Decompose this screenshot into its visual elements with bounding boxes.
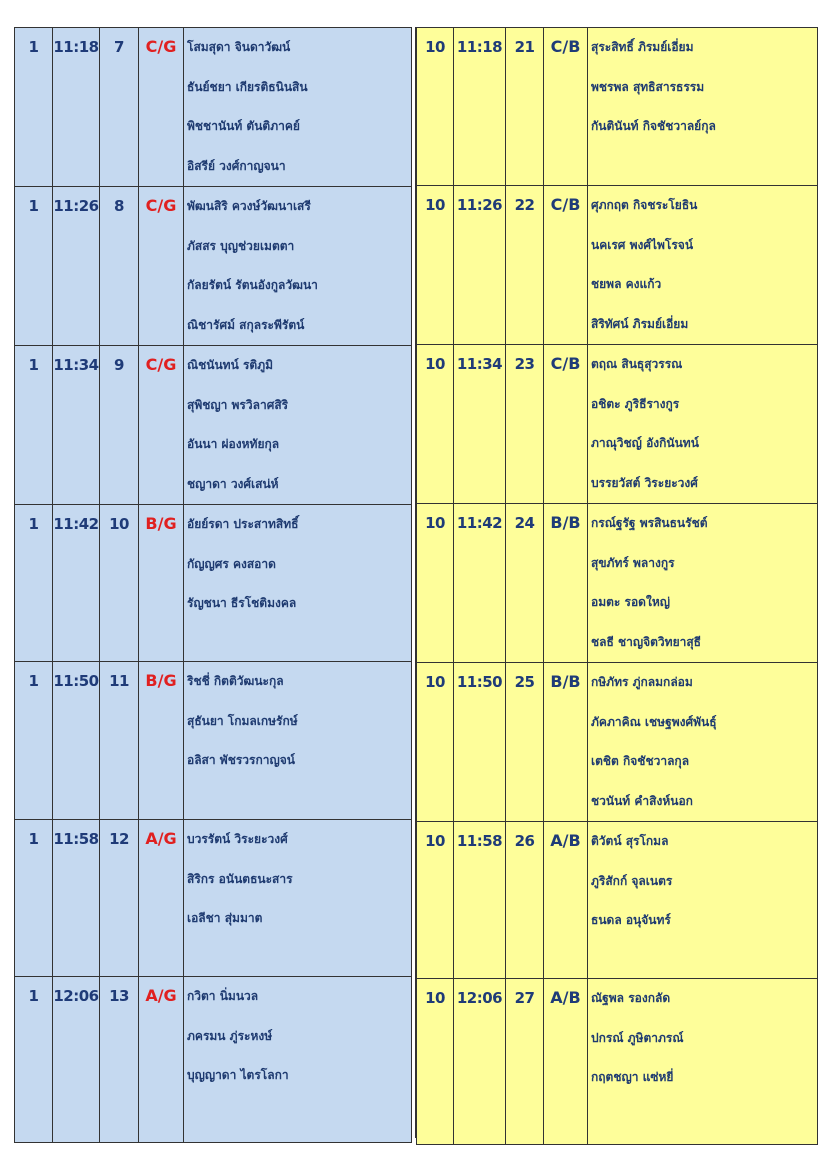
- start-time: 11:34: [53, 346, 100, 505]
- lane-number: 1: [15, 346, 53, 505]
- start-time: 11:26: [454, 186, 506, 345]
- athlete-name: พัฒนสิริ ควงษ์วัฒนาเสรี: [187, 199, 311, 213]
- athlete-name: บรรยวัสต์ วิระยะวงศ์: [591, 475, 698, 490]
- athlete-name: ปกรณ์ ภูษิตาภรณ์: [591, 1030, 684, 1045]
- athlete-name: บวรรัตน์ วิระยะวงศ์: [187, 832, 288, 846]
- start-time: 11:58: [454, 822, 506, 979]
- athlete-name: ชยพล คงแก้ว: [591, 277, 662, 291]
- athlete-name: กัญญศร คงสอาด: [187, 556, 276, 571]
- athlete-name: ริชชี่ กิตติวัฒนะกุล: [187, 674, 284, 688]
- athlete-name: พิชชานันท์ ตันติภาคย์: [187, 119, 300, 133]
- race-number: 26: [506, 822, 544, 979]
- athlete-name: สิริทัศน์ ภิรมย์เอี่ยม: [591, 316, 689, 331]
- lane-number: 10: [417, 186, 454, 345]
- lane-number: 10: [417, 979, 454, 1145]
- lane-number: 1: [15, 977, 53, 1143]
- athlete-name: กษิภัทร ภู่กลมกล่อม: [591, 675, 693, 689]
- race-number: 13: [100, 977, 139, 1143]
- girls-schedule-table: [14, 27, 412, 1143]
- race-number: 24: [506, 504, 544, 663]
- athlete-name: ณิชารัศม์ สกุลระพีรัตน์: [187, 317, 305, 332]
- athlete-name: ภัสสร บุญช่วยเมตตา: [187, 238, 295, 253]
- athlete-name: สุขภัทร์ พลางกูร: [591, 555, 675, 570]
- start-time: 11:42: [454, 504, 506, 663]
- boys-schedule-row: [417, 28, 818, 186]
- athlete-name: ธันย์ชยา เกียรติธนินสิน: [187, 79, 308, 94]
- athlete-name: ณิชนันทน์ รติภูมิ: [187, 358, 274, 372]
- boys-schedule-table: [416, 27, 818, 1145]
- athlete-name: ติวัตน์ สุรโกมล: [591, 834, 669, 848]
- start-time: 11:50: [53, 662, 100, 820]
- race-number: 21: [506, 28, 544, 186]
- race-number: 11: [100, 662, 139, 820]
- athlete-name: อชิตะ ภูริธีรางกูร: [591, 396, 680, 411]
- athlete-name: เอลีชา สุ่มมาต: [187, 911, 263, 925]
- lane-number: 10: [417, 822, 454, 979]
- athlete-name: รัญชนา ธีรโชติมงคล: [187, 596, 297, 610]
- class-code: B/G: [139, 662, 184, 820]
- race-number: 7: [100, 28, 139, 187]
- girls-schedule-row: [15, 187, 412, 346]
- athlete-name: ตฤณ สินธุสุวรรณ: [591, 357, 683, 371]
- class-code: A/B: [544, 822, 588, 979]
- athlete-names: [184, 820, 412, 977]
- start-time: 11:18: [53, 28, 100, 187]
- start-time: 11:58: [53, 820, 100, 977]
- class-code: B/G: [139, 505, 184, 662]
- lane-number: 10: [417, 504, 454, 663]
- athlete-names: [588, 186, 818, 345]
- athlete-name: โสมสุดา จินดาวัฒน์: [187, 40, 291, 54]
- start-time: 11:18: [454, 28, 506, 186]
- athlete-names: [588, 822, 818, 979]
- athlete-name: เตชิต กิจชัชวาลกุล: [591, 754, 690, 768]
- athlete-names: [184, 977, 412, 1143]
- athlete-names: [184, 505, 412, 662]
- class-code: C/G: [139, 346, 184, 505]
- start-time: 11:42: [53, 505, 100, 662]
- boys-schedule-row: [417, 186, 818, 345]
- athlete-name: กรณ์ฐรัฐ พรสินธนรัชต์: [591, 516, 708, 530]
- boys-schedule-row: [417, 663, 818, 822]
- race-number: 22: [506, 186, 544, 345]
- athlete-name: สุระสิทธิ์ ภิรมย์เอี่ยม: [591, 40, 694, 54]
- race-number: 8: [100, 187, 139, 346]
- class-code: C/G: [139, 187, 184, 346]
- athlete-name: ภาณุวิชญ์ อังกินันทน์: [591, 436, 699, 450]
- athlete-name: ชญาดา วงศ์เสน่ห์: [187, 476, 279, 491]
- lane-number: 1: [15, 820, 53, 977]
- athlete-name: อลิสา พัชรวรกาญจน์: [187, 753, 295, 767]
- athlete-name: ชวนันท์ คำสิงห์นอก: [591, 793, 693, 808]
- class-code: C/G: [139, 28, 184, 187]
- athlete-name: อมตะ รอดใหญ่: [591, 595, 670, 609]
- lane-number: 1: [15, 187, 53, 346]
- start-time: 11:26: [53, 187, 100, 346]
- athlete-names: [588, 345, 818, 504]
- start-time: 12:06: [454, 979, 506, 1145]
- athlete-name: บุญญาดา ไตรโลกา: [187, 1068, 289, 1082]
- athlete-name: กวิตา นิ่มนวล: [187, 989, 259, 1003]
- lane-number: 1: [15, 662, 53, 820]
- athlete-names: [588, 504, 818, 663]
- lane-number: 1: [15, 28, 53, 187]
- athlete-name: ภูริสักก์ จุลเนตร: [591, 873, 673, 888]
- girls-schedule-row: [15, 505, 412, 662]
- athlete-names: [588, 663, 818, 822]
- athlete-names: [184, 28, 412, 187]
- athlete-names: [184, 662, 412, 820]
- girls-schedule-row: [15, 346, 412, 505]
- start-time: 12:06: [53, 977, 100, 1143]
- class-code: A/B: [544, 979, 588, 1145]
- start-time: 11:34: [454, 345, 506, 504]
- class-code: B/B: [544, 663, 588, 822]
- athlete-name: พชรพล สุทธิสารธรรม: [591, 79, 705, 94]
- girls-schedule-row: [15, 28, 412, 187]
- athlete-names: [588, 979, 818, 1145]
- boys-schedule-row: [417, 979, 818, 1145]
- athlete-names: [184, 187, 412, 346]
- athlete-name: กันตินันท์ กิจชัชวาลย์กุล: [591, 119, 716, 133]
- race-number: 12: [100, 820, 139, 977]
- girls-schedule-row: [15, 662, 412, 820]
- race-number: 23: [506, 345, 544, 504]
- race-number: 9: [100, 346, 139, 505]
- athlete-names: [184, 346, 412, 505]
- athlete-name: สุพิชญา พรวิลาศสิริ: [187, 397, 289, 412]
- race-number: 27: [506, 979, 544, 1145]
- class-code: A/G: [139, 977, 184, 1143]
- girls-schedule-row: [15, 977, 412, 1143]
- athlete-name: สิริกร อนันตธนะสาร: [187, 871, 293, 886]
- lane-number: 10: [417, 345, 454, 504]
- class-code: B/B: [544, 504, 588, 663]
- athlete-name: ศุภกฤต กิจชระโยธิน: [591, 198, 698, 212]
- girls-schedule-row: [15, 820, 412, 977]
- athlete-name: นคเรศ พงศ์ไพโรจน์: [591, 237, 694, 252]
- athlete-name: ณัฐพล รองกลัด: [591, 991, 671, 1005]
- athlete-name: ภครมน ภู่ระหงษ์: [187, 1028, 273, 1043]
- boys-schedule-row: [417, 822, 818, 979]
- athlete-name: ชลธี ชาญจิตวิทยาสุธี: [591, 634, 701, 649]
- athlete-name: กฤตชญา แซ่หยี่: [591, 1070, 674, 1084]
- schedule-sheet: [14, 27, 817, 1138]
- athlete-name: ภัคภาคิณ เชษฐพงศ์พันธุ์: [591, 714, 717, 729]
- class-code: C/B: [544, 345, 588, 504]
- boys-schedule-row: [417, 345, 818, 504]
- athlete-name: อันนา ผ่องหทัยกุล: [187, 437, 280, 451]
- boys-schedule-row: [417, 504, 818, 663]
- athlete-names: [588, 28, 818, 186]
- class-code: A/G: [139, 820, 184, 977]
- athlete-name: กัลยรัตน์ รัตนอังกูลวัฒนา: [187, 278, 318, 292]
- class-code: C/B: [544, 28, 588, 186]
- lane-number: 10: [417, 663, 454, 822]
- race-number: 10: [100, 505, 139, 662]
- athlete-name: อัยย์รดา ประสาทสิทธิ์: [187, 517, 299, 531]
- lane-number: 10: [417, 28, 454, 186]
- race-number: 25: [506, 663, 544, 822]
- start-time: 11:50: [454, 663, 506, 822]
- lane-number: 1: [15, 505, 53, 662]
- athlete-name: ธนดล อนุจันทร์: [591, 913, 671, 927]
- athlete-name: สุธันยา โกมลเกษรักษ์: [187, 713, 298, 728]
- class-code: C/B: [544, 186, 588, 345]
- athlete-name: อิสรีย์ วงศ์กาญจนา: [187, 158, 286, 173]
